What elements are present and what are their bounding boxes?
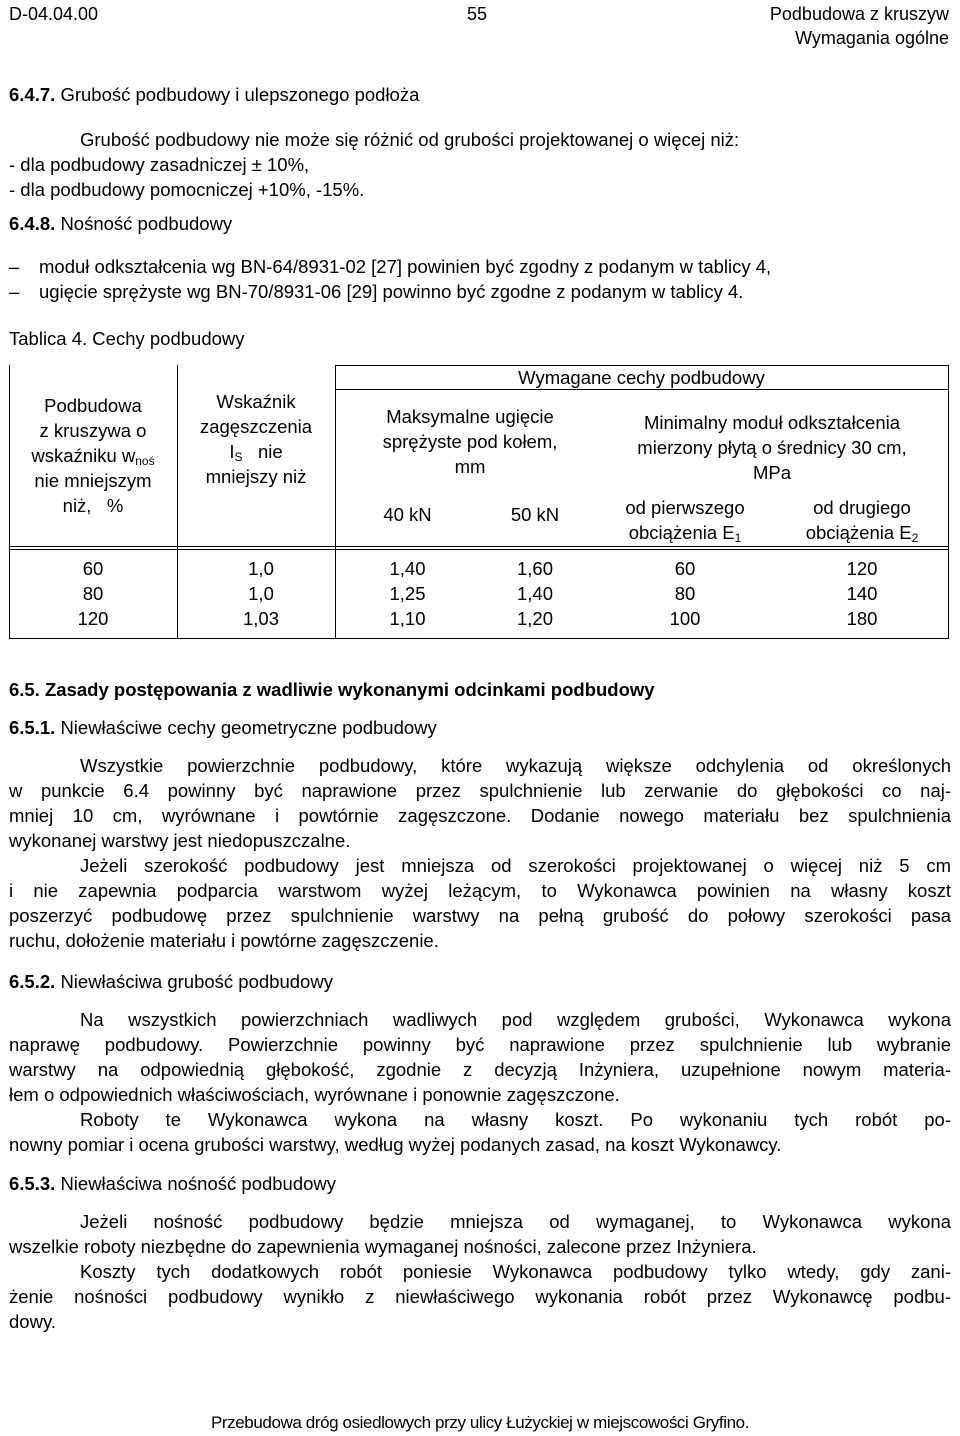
table-cell: 1,03 xyxy=(242,608,279,629)
header-text-part: wskaźniku w xyxy=(31,445,136,466)
header-text-part: obciążenia E xyxy=(805,522,912,543)
paragraph-line: Jeżeli szerokość podbudowy jest mniejsza od szerokości projektowanej o więcej niż 5 cm xyxy=(80,855,951,876)
paragraph-line: Roboty te Wykonawca wykona na własny koszt. Po wykonaniu tych robót po- xyxy=(80,1109,951,1130)
section-number: 6.4.8. xyxy=(9,213,56,234)
running-title-line1: Podbudowa z kruszyw xyxy=(769,4,949,24)
section-heading-653 xyxy=(9,1171,336,1196)
table-cell: 80 xyxy=(674,583,696,604)
section-title: Grubość podbudowy i ulepszonego podłoża xyxy=(60,84,420,105)
paragraph-line: nowny pomiar i ocena grubości warstwy, według wyżej podanych zasad, na koszt Wykonawcy. xyxy=(9,1134,782,1155)
data-column xyxy=(177,556,345,631)
header-text: zagęszczenia xyxy=(199,416,313,437)
data-column xyxy=(9,556,177,631)
header-text: MPa xyxy=(752,462,792,483)
section-number: 6.5.1. xyxy=(9,717,56,738)
table-cell: 1,0 xyxy=(248,583,274,604)
section-title: Zasady postępowania z wadliwie wykonanymi odcinkami podbudowy xyxy=(45,679,655,700)
section-heading-652 xyxy=(9,969,333,994)
section-heading-647 xyxy=(9,82,419,107)
header-cell-compaction xyxy=(177,389,335,489)
group-header: Wymagane cechy podbudowy xyxy=(518,367,765,388)
header-load-50: 50 kN xyxy=(510,504,560,525)
header-e2 xyxy=(775,495,949,545)
table-cell: 1,60 xyxy=(516,558,553,579)
dash-bullet: – xyxy=(9,256,20,277)
section-heading-651 xyxy=(9,715,437,740)
header-text-part: nie xyxy=(257,441,283,462)
paragraph-line: w punkcie 6.4 powinny być naprawione przez spulchnienie lub zerwanie do głębokości co naj- xyxy=(9,780,951,801)
paragraph-line: poszerzyć podbudowę przez spulchnienie warstwy na pełną grubość do połowy szerokości pasa xyxy=(9,905,951,926)
paragraph-line: żenie nośności podbudowy wynikło z niewłaściwego wykonania robót przez Wykonawcę podbu- xyxy=(9,1286,951,1307)
section-title: Nośność podbudowy xyxy=(60,213,233,234)
paragraph-line: wykonanej warstwy jest niedopuszczalne. xyxy=(9,830,351,851)
subscript: 2 xyxy=(911,531,919,545)
table-cell: 1,20 xyxy=(516,608,553,629)
header-text: Minimalny moduł odkształcenia xyxy=(643,412,901,433)
table-cell: 120 xyxy=(846,558,878,579)
paragraph-line: łem o odpowiednich właściwościach, wyrównane i ponownie zagęszczone. xyxy=(9,1084,620,1105)
table-cell: 1,40 xyxy=(516,583,553,604)
subscript: 1 xyxy=(734,531,742,545)
section-title: Niewłaściwa nośność podbudowy xyxy=(60,1173,337,1194)
header-text: Podbudowa xyxy=(44,395,142,416)
paragraph xyxy=(9,753,951,953)
header-text: Maksymalne ugięcie xyxy=(386,406,554,427)
data-column xyxy=(775,556,949,631)
data-column xyxy=(470,556,600,631)
list-item xyxy=(9,279,743,304)
header-text: mierzony płytą o średnicy 30 cm, xyxy=(637,437,907,458)
header-load-40: 40 kN xyxy=(383,504,432,525)
section-heading-65 xyxy=(9,677,655,702)
table-cell: 140 xyxy=(846,583,878,604)
list-item-text: ugięcie sprężyste wg BN-70/8931-06 [29] powinno być zgodne z podanym w tablicy 4. xyxy=(39,281,744,302)
data-column xyxy=(335,556,480,631)
header-text: mm xyxy=(454,456,486,477)
table-cell: 60 xyxy=(674,558,696,579)
header-text-part: obciążenia E xyxy=(628,522,735,543)
header-cell-modulus xyxy=(595,410,949,485)
page-footer: Przebudowa dróg osiedlowych przy ulicy Łużyckiej w miejscowości Gryfino. xyxy=(210,1413,750,1432)
properties-table xyxy=(9,365,949,639)
paragraph-line: ruchu, dołożenie materiału i powtórne zagęszczenie. xyxy=(9,930,439,951)
table-cell: 1,0 xyxy=(248,558,274,579)
section-title: Niewłaściwa grubość podbudowy xyxy=(60,971,333,992)
header-text: od pierwszego xyxy=(625,497,745,518)
paragraph-line: dowy. xyxy=(9,1311,56,1332)
list-item: - dla podbudowy zasadniczej ± 10%, xyxy=(9,154,310,175)
header-text xyxy=(9,443,177,468)
paragraph-line: i nie zapewnia podparcia warstwom wyżej leżącym, to Wykonawca powinien na własny koszt xyxy=(9,880,951,901)
paragraph-line: naprawę podbudowy. Powierzchnie powinny być naprawione przez spulchnienie lub wybranie xyxy=(9,1034,951,1055)
section-number: 6.4.7. xyxy=(9,84,56,105)
paragraph-line: Koszty tych dodatkowych robót poniesie Wykonawca podbudowy tylko wtedy, gdy zani- xyxy=(80,1261,951,1282)
paragraph-line: Na wszystkich powierzchniach wadliwych pod względem grubości, Wykonawca wykona xyxy=(80,1009,951,1030)
header-cell-base xyxy=(9,393,177,518)
header-text: nie mniejszym xyxy=(34,470,152,491)
table-cell: 60 xyxy=(82,558,104,579)
dash-bullet: – xyxy=(9,281,20,302)
header-text xyxy=(595,520,775,545)
subscript: S xyxy=(234,450,243,464)
table-cell: 1,25 xyxy=(389,583,426,604)
header-text xyxy=(177,439,335,464)
paragraph-line: mniej 10 cm, wyrównane i powtórnie zagęszczone. Dodanie nowego materiału bez spulchnienia xyxy=(9,805,951,826)
data-column xyxy=(595,556,775,631)
header-text-part: I xyxy=(229,441,235,462)
table-cell: 80 xyxy=(82,583,104,604)
header-text: sprężyste pod kołem, xyxy=(382,431,558,452)
paragraph-line: Grubość podbudowy nie może się różnić od grubości projektowanej o więcej niż: xyxy=(80,129,740,150)
table-cell: 100 xyxy=(669,608,701,629)
table-border xyxy=(9,546,949,547)
header-text: z kruszywa o xyxy=(39,420,147,441)
list-item-text: moduł odkształcenia wg BN-64/8931-02 [27] powinien być zgodny z podanym w tablicy 4, xyxy=(39,256,772,277)
paragraph-line: warstwy na odpowiednią głębokość, zgodnie z decyzją Inżyniera, uzupełnione nowym materia- xyxy=(9,1059,951,1080)
header-text: Wskaźnik xyxy=(216,391,296,412)
table-border xyxy=(9,638,949,639)
subscript: noś xyxy=(135,454,155,468)
paragraph-line: Wszystkie powierzchnie podbudowy, które wykazują większe odchylenia od określonych xyxy=(80,755,951,776)
section-heading-648 xyxy=(9,211,232,236)
paragraph xyxy=(9,1007,951,1157)
section-number: 6.5. xyxy=(9,679,40,700)
table-cell: 120 xyxy=(77,608,109,629)
page-number: 55 xyxy=(467,4,488,24)
table-caption: Tablica 4. Cechy podbudowy xyxy=(9,328,245,349)
header-text: od drugiego xyxy=(813,497,911,518)
table-cell: 1,40 xyxy=(389,558,426,579)
list-item: - dla podbudowy pomocniczej +10%, -15%. xyxy=(9,179,365,200)
paragraph-line: wszelkie roboty niezbędne do zapewnienia wymaganej nośności, zalecone przez Inżyniera. xyxy=(9,1236,757,1257)
section-number: 6.5.3. xyxy=(9,1173,56,1194)
header-e1 xyxy=(595,495,775,545)
header-text: niż, % xyxy=(62,495,124,516)
header-cell-deflection xyxy=(335,404,605,479)
table-border xyxy=(9,549,949,550)
list-item xyxy=(9,254,771,279)
section-number: 6.5.2. xyxy=(9,971,56,992)
table-cell: 1,10 xyxy=(389,608,426,629)
doc-code: D-04.04.00 xyxy=(9,4,99,24)
header-text xyxy=(775,520,949,545)
paragraph-line: Jeżeli nośność podbudowy będzie mniejsza od wymaganej, to Wykonawca wykona xyxy=(80,1211,951,1232)
running-title-line2: Wymagania ogólne xyxy=(795,28,949,48)
section-title: Niewłaściwe cechy geometryczne podbudowy xyxy=(60,717,437,738)
paragraph xyxy=(9,1209,951,1334)
header-text: mniejszy niż xyxy=(205,466,307,487)
table-cell: 180 xyxy=(846,608,878,629)
running-title xyxy=(770,2,949,50)
